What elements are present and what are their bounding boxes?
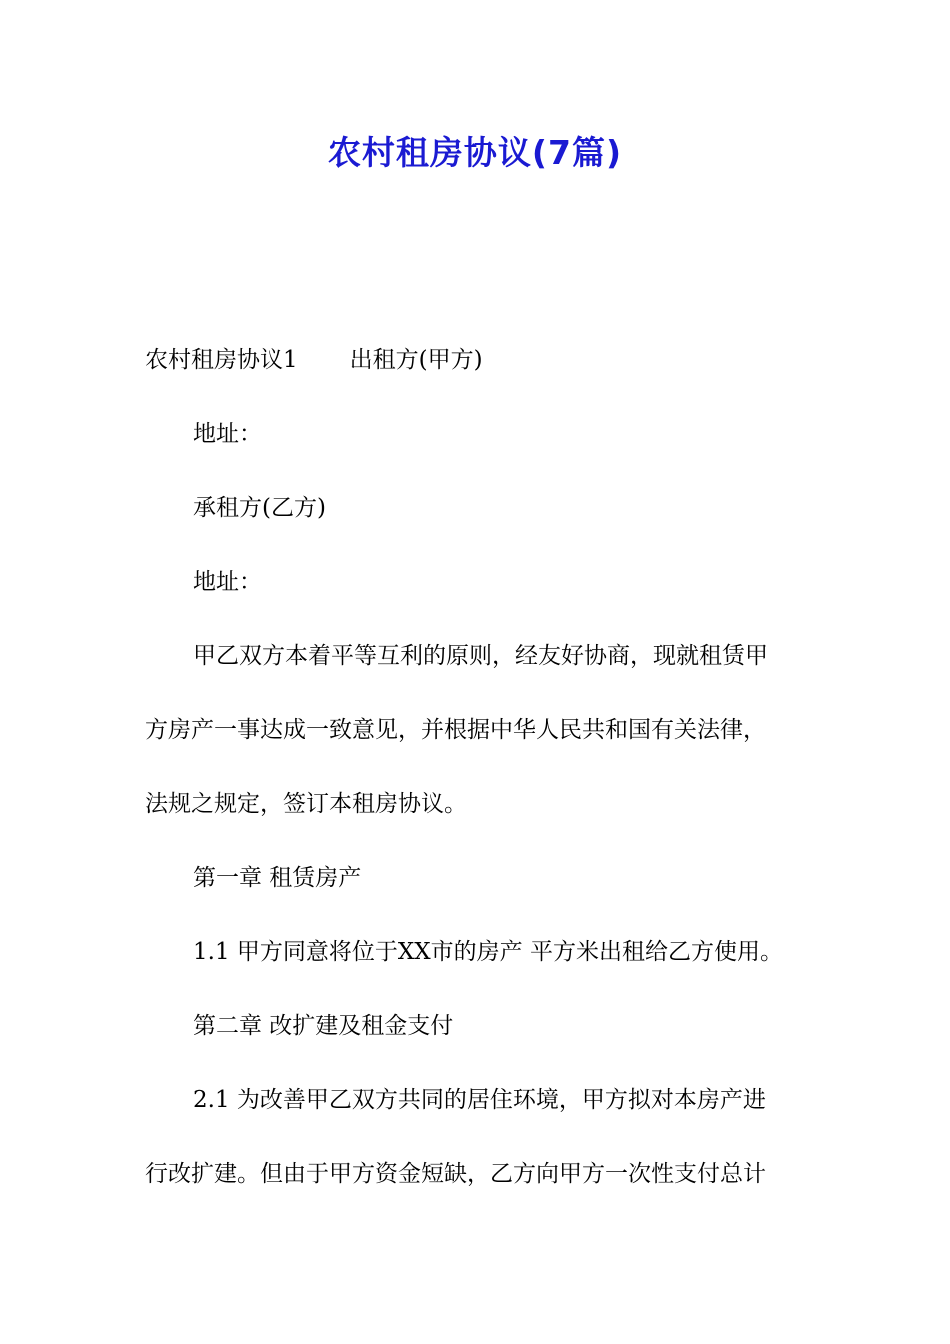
chapter-heading: 第二章 改扩建及租金支付 xyxy=(193,1013,454,1039)
paragraph-line: 法规之规定，签订本租房协议。 xyxy=(145,791,467,817)
chapter-heading: 第一章 租赁房产 xyxy=(193,865,362,891)
paragraph-line: 2.1 为改善甲乙双方共同的居住环境，甲方拟对本房产进 xyxy=(193,1087,766,1113)
paragraph-line: 地址： xyxy=(193,569,262,595)
document-title: 农村租房协议(7篇) xyxy=(327,133,623,172)
paragraph-line: 承租方(乙方) xyxy=(193,495,326,521)
lessor-label: 出租方(甲方) xyxy=(349,347,483,373)
paragraph-line: 行改扩建。但由于甲方资金短缺，乙方向甲方一次性支付总计 xyxy=(145,1161,766,1187)
paragraph-line: 甲乙双方本着平等互利的原则，经友好协商，现就租赁甲 xyxy=(193,643,768,669)
agreement-number-label: 农村租房协议1 xyxy=(145,347,298,373)
section-heading-line xyxy=(145,340,810,414)
paragraph-line: 地址： xyxy=(193,421,262,447)
paragraph-line: 方房产一事达成一致意见，并根据中华人民共和国有关法律， xyxy=(145,717,766,743)
document-body xyxy=(145,340,810,1228)
paragraph-line: 1.1 甲方同意将位于XX市的房产 平方米出租给乙方使用。 xyxy=(193,939,783,965)
